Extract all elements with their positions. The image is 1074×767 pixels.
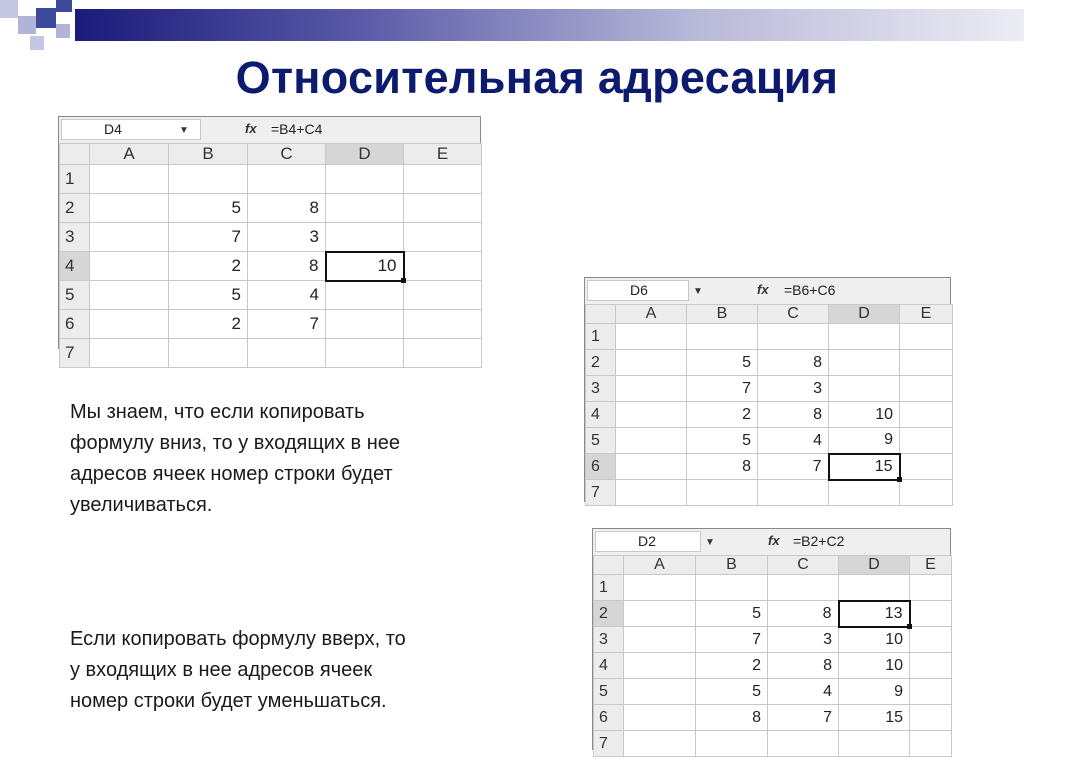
cell-c3[interactable]: 3 [248,223,326,252]
cell-a4[interactable] [90,252,169,281]
cell-c1[interactable] [768,575,839,601]
text-line: адресов ячеек номер строки будет [70,463,393,485]
row-header-1[interactable]: 1 [594,575,624,601]
cell-c6[interactable]: 7 [768,705,839,731]
cell-a2[interactable] [624,601,696,627]
row-header-3[interactable]: 3 [60,223,90,252]
cell-b7[interactable] [687,480,758,506]
cell-c7[interactable] [758,480,829,506]
table-row [586,350,953,376]
row-header-5[interactable]: 5 [60,281,90,310]
cell-e2[interactable] [900,350,953,376]
cell-e7[interactable] [910,731,952,757]
table-row [60,281,482,310]
formula-bar [585,278,950,305]
cell-e4[interactable] [404,252,482,281]
dropdown-arrow-icon[interactable]: ▼ [179,125,189,136]
table-row [594,731,952,757]
cell-a6[interactable] [90,310,169,339]
spreadsheet-copied-down [584,277,951,502]
cell-d4[interactable]: 10 [326,252,404,281]
cell-a7[interactable] [90,339,169,368]
cell-e7[interactable] [404,339,482,368]
column-header-row [594,556,952,575]
table-row [60,223,482,252]
cell-b2[interactable]: 5 [687,350,758,376]
cell-e1[interactable] [900,324,953,350]
select-all-corner[interactable] [594,556,624,575]
table-row [60,339,482,368]
cell-a7[interactable] [624,731,696,757]
row-header-5[interactable]: 5 [586,428,616,454]
decor-square-light [30,36,44,50]
cell-a3[interactable] [624,627,696,653]
column-header-c[interactable]: C [768,556,839,575]
cell-a6[interactable] [616,454,687,480]
cell-b7[interactable] [169,339,248,368]
cell-d6[interactable]: 15 [829,454,900,480]
cell-b6[interactable]: 8 [687,454,758,480]
cell-c7[interactable] [248,339,326,368]
name-box-value: D2 [638,533,656,549]
column-header-e[interactable]: E [404,144,482,165]
cell-d4[interactable]: 10 [829,402,900,428]
cell-c5[interactable]: 4 [248,281,326,310]
row-header-2[interactable]: 2 [60,194,90,223]
cell-b1[interactable] [169,165,248,194]
fx-icon[interactable]: fx [768,533,780,548]
cell-d2[interactable] [829,350,900,376]
select-all-corner[interactable] [586,305,616,324]
cell-a1[interactable] [90,165,169,194]
row-header-4[interactable]: 4 [586,402,616,428]
cell-a7[interactable] [616,480,687,506]
text-line: увеличиваться. [70,494,213,516]
column-header-e[interactable]: E [910,556,952,575]
cell-c7[interactable] [768,731,839,757]
cell-a2[interactable] [616,350,687,376]
cell-d1[interactable] [839,575,910,601]
table-row [594,679,952,705]
table-row [586,324,953,350]
row-header-1[interactable]: 1 [60,165,90,194]
cell-a6[interactable] [624,705,696,731]
cell-e3[interactable] [900,376,953,402]
column-header-a[interactable]: A [90,144,169,165]
paragraph-copy-down [70,397,400,521]
table-row [60,194,482,223]
cell-d1[interactable] [829,324,900,350]
row-header-3[interactable]: 3 [594,627,624,653]
cell-d4[interactable]: 10 [839,653,910,679]
cell-b4[interactable]: 2 [169,252,248,281]
column-header-d[interactable]: D [326,144,404,165]
cell-e1[interactable] [404,165,482,194]
paragraph-copy-up [70,624,406,717]
formula-bar [593,529,950,556]
cell-b7[interactable] [696,731,768,757]
name-box[interactable] [595,531,701,552]
cell-c6[interactable]: 7 [248,310,326,339]
cell-b2[interactable]: 5 [696,601,768,627]
column-header-c[interactable]: C [758,305,829,324]
spreadsheet-copied-up [592,528,951,750]
table-row [594,601,952,627]
column-header-a[interactable]: A [624,556,696,575]
cell-b6[interactable]: 2 [169,310,248,339]
cell-d2[interactable]: 13 [839,601,910,627]
table-row [586,454,953,480]
cell-e6[interactable] [910,705,952,731]
cell-a1[interactable] [624,575,696,601]
table-row [594,575,952,601]
formula-input[interactable]: =B2+C2 [793,533,845,549]
table-row [586,428,953,454]
decor-square-light [56,24,70,38]
cell-d7[interactable] [839,731,910,757]
spreadsheet-main [58,116,481,362]
cell-b1[interactable] [687,324,758,350]
cell-c1[interactable] [758,324,829,350]
table-row [594,627,952,653]
table-row [586,480,953,506]
select-all-corner[interactable] [60,144,90,165]
cell-b3[interactable]: 7 [687,376,758,402]
table-row [60,310,482,339]
cell-d6[interactable]: 15 [839,705,910,731]
column-header-d[interactable]: D [829,305,900,324]
cell-a5[interactable] [624,679,696,705]
cell-d5[interactable] [326,281,404,310]
cell-a3[interactable] [90,223,169,252]
name-box[interactable] [587,280,689,301]
cell-e2[interactable] [910,601,952,627]
row-header-6[interactable]: 6 [586,454,616,480]
cell-d2[interactable] [326,194,404,223]
cell-a4[interactable] [624,653,696,679]
text-line: номер строки будет уменьшаться. [70,690,387,712]
dropdown-arrow-icon[interactable]: ▼ [705,537,715,548]
cell-e7[interactable] [900,480,953,506]
decor-square-light [18,16,36,34]
cell-d3[interactable] [326,223,404,252]
cell-b2[interactable]: 5 [169,194,248,223]
cell-e6[interactable] [404,310,482,339]
cell-a2[interactable] [90,194,169,223]
cell-b5[interactable]: 5 [696,679,768,705]
cell-d6[interactable] [326,310,404,339]
column-header-e[interactable]: E [900,305,953,324]
decor-square-dark [56,0,72,12]
table-row [60,165,482,194]
formula-input[interactable]: =B4+C4 [271,121,323,137]
cell-grid [585,304,953,506]
cell-d3[interactable] [829,376,900,402]
row-header-2[interactable]: 2 [586,350,616,376]
row-header-5[interactable]: 5 [594,679,624,705]
text-line: Мы знаем, что если копировать [70,401,365,423]
cell-d1[interactable] [326,165,404,194]
cell-c5[interactable]: 4 [758,428,829,454]
formula-bar [59,117,480,144]
cell-b4[interactable]: 2 [696,653,768,679]
cell-e4[interactable] [900,402,953,428]
cell-b5[interactable]: 5 [169,281,248,310]
table-row [594,653,952,679]
text-line: у входящих в нее адресов ячеек [70,659,373,681]
cell-b3[interactable]: 7 [169,223,248,252]
column-header-row [60,144,482,165]
row-header-6[interactable]: 6 [594,705,624,731]
row-header-6[interactable]: 6 [60,310,90,339]
cell-b1[interactable] [696,575,768,601]
cell-b6[interactable]: 8 [696,705,768,731]
cell-d3[interactable]: 10 [839,627,910,653]
row-header-3[interactable]: 3 [586,376,616,402]
cell-e5[interactable] [900,428,953,454]
fx-icon[interactable]: fx [757,282,769,297]
cell-d7[interactable] [829,480,900,506]
cell-b4[interactable]: 2 [687,402,758,428]
cell-a5[interactable] [616,428,687,454]
column-header-a[interactable]: A [616,305,687,324]
cell-e5[interactable] [404,281,482,310]
column-header-b[interactable]: B [687,305,758,324]
cell-c2[interactable]: 8 [758,350,829,376]
header-gradient-bar [75,9,1024,41]
fx-icon[interactable]: fx [245,121,257,136]
cell-c3[interactable]: 3 [768,627,839,653]
column-header-row [586,305,953,324]
cell-e3[interactable] [910,627,952,653]
slide-title: Относительная адресация [235,52,839,103]
row-header-7[interactable]: 7 [586,480,616,506]
cell-c5[interactable]: 4 [768,679,839,705]
cell-c1[interactable] [248,165,326,194]
cell-d5[interactable]: 9 [829,428,900,454]
dropdown-arrow-icon[interactable]: ▼ [693,286,703,297]
row-header-4[interactable]: 4 [60,252,90,281]
cell-c3[interactable]: 3 [758,376,829,402]
column-header-d[interactable]: D [839,556,910,575]
cell-e2[interactable] [404,194,482,223]
cell-d7[interactable] [326,339,404,368]
column-header-c[interactable]: C [248,144,326,165]
text-line: Если копировать формулу вверх, то [70,628,406,650]
cell-e3[interactable] [404,223,482,252]
cell-a4[interactable] [616,402,687,428]
row-header-7[interactable]: 7 [594,731,624,757]
decor-square-light [0,0,18,18]
text-line: формулу вниз, то у входящих в нее [70,432,400,454]
row-header-1[interactable]: 1 [586,324,616,350]
decor-square-dark [36,8,56,28]
column-header-b[interactable]: B [696,556,768,575]
table-row [594,705,952,731]
cell-c4[interactable]: 8 [248,252,326,281]
cell-c4[interactable]: 8 [768,653,839,679]
name-box-value: D6 [630,282,648,298]
cell-grid [59,143,482,368]
row-header-2[interactable]: 2 [594,601,624,627]
cell-a5[interactable] [90,281,169,310]
column-header-b[interactable]: B [169,144,248,165]
table-row [586,402,953,428]
cell-e6[interactable] [900,454,953,480]
cell-e1[interactable] [910,575,952,601]
cell-c2[interactable]: 8 [248,194,326,223]
cell-b5[interactable]: 5 [687,428,758,454]
row-header-7[interactable]: 7 [60,339,90,368]
cell-e5[interactable] [910,679,952,705]
cell-a1[interactable] [616,324,687,350]
table-row [586,376,953,402]
cell-c6[interactable]: 7 [758,454,829,480]
cell-b3[interactable]: 7 [696,627,768,653]
row-header-4[interactable]: 4 [594,653,624,679]
name-box-value: D4 [104,121,122,137]
cell-c4[interactable]: 8 [758,402,829,428]
formula-input[interactable]: =B6+C6 [784,282,836,298]
cell-a3[interactable] [616,376,687,402]
cell-d5[interactable]: 9 [839,679,910,705]
table-row [60,252,482,281]
cell-c2[interactable]: 8 [768,601,839,627]
cell-e4[interactable] [910,653,952,679]
cell-grid [593,555,952,757]
